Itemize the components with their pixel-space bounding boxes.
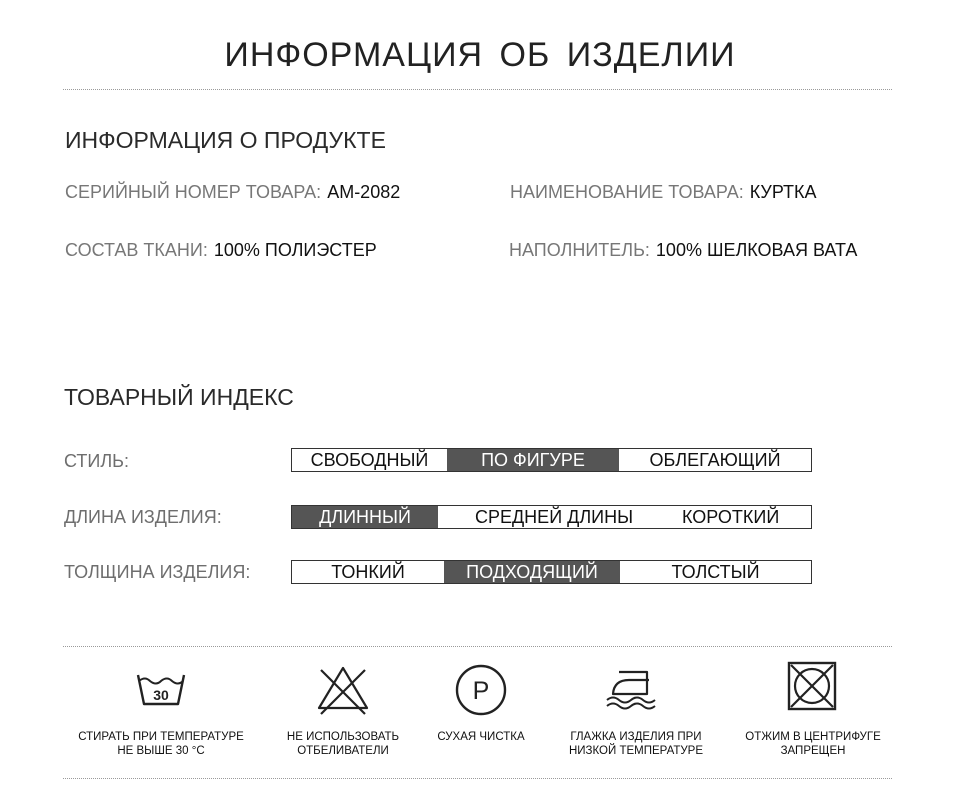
product-info-heading: ИНФОРМАЦИЯ О ПРОДУКТЕ <box>65 127 386 153</box>
dry-clean-letter: P <box>472 677 490 705</box>
care-top-divider <box>63 646 892 647</box>
fabric-label: СОСТАВ ТКАНИ: <box>65 240 208 260</box>
style-scale <box>291 448 812 472</box>
title-divider <box>63 89 892 90</box>
length-option: ДЛИННЫЙ <box>292 506 438 528</box>
care-caption-dry-clean: СУХАЯ ЧИСТКА <box>437 731 525 743</box>
filler-label: НАПОЛНИТЕЛЬ: <box>509 240 650 260</box>
thickness-option: ПОДХОДЯЩИЙ <box>444 561 620 583</box>
wash-30-icon <box>131 660 191 720</box>
care-caption-iron: ГЛАЖКА ИЗДЕЛИЯ ПРИ НИЗКОЙ ТЕМПЕРАТУРЕ <box>568 731 704 757</box>
style-option: СВОБОДНЫЙ <box>310 449 429 470</box>
length-option: КОРОТКИЙ <box>682 506 780 527</box>
no-bleach-icon <box>313 660 373 720</box>
wash-temperature: 30 <box>153 687 169 703</box>
no-tumble-dry-icon <box>782 656 842 716</box>
fabric-value: 100% ПОЛИЭСТЕР <box>213 240 377 260</box>
page-title: ИНФОРМАЦИЯ ОБ ИЗДЕЛИИ <box>224 36 736 74</box>
product-name-value: КУРТКА <box>749 182 817 202</box>
product-name-label: НАИМЕНОВАНИЕ ТОВАРА: <box>510 182 744 202</box>
care-bottom-divider <box>63 778 892 779</box>
thickness-option: ТОНКИЙ <box>331 561 405 582</box>
thickness-label: ТОЛЩИНА ИЗДЕЛИЯ: <box>64 562 251 582</box>
care-caption-spin: ОТЖИМ В ЦЕНТРИФУГЕ ЗАПРЕЩЕН <box>745 731 881 757</box>
style-label: СТИЛЬ: <box>64 451 129 471</box>
thickness-scale <box>291 560 812 584</box>
fabric-row <box>65 240 377 261</box>
serial-number-value: AM-2082 <box>327 182 401 202</box>
length-label: ДЛИНА ИЗДЕЛИЯ: <box>64 507 222 527</box>
filler-value: 100% ШЕЛКОВАЯ ВАТА <box>655 240 858 260</box>
serial-number-label: СЕРИЙНЫЙ НОМЕР ТОВАРА: <box>65 182 322 202</box>
dry-clean-icon <box>451 660 511 720</box>
filler-row <box>509 240 857 261</box>
length-option: СРЕДНЕЙ ДЛИНЫ <box>474 506 634 527</box>
iron-low-icon <box>603 660 663 720</box>
product-index-heading: ТОВАРНЫЙ ИНДЕКС <box>64 384 294 410</box>
care-caption-wash: СТИРАТЬ ПРИ ТЕМПЕРАТУРЕ НЕ ВЫШЕ 30 °C <box>78 731 244 757</box>
product-name-row <box>510 182 817 203</box>
serial-number-row <box>65 182 400 203</box>
length-scale <box>291 505 812 529</box>
style-option: ОБЛЕГАЮЩИЙ <box>649 449 781 470</box>
style-option: ПО ФИГУРЕ <box>447 449 619 471</box>
thickness-option: ТОЛСТЫЙ <box>671 561 760 582</box>
care-caption-bleach: НЕ ИСПОЛЬЗОВАТЬ ОТБЕЛИВАТЕЛИ <box>286 731 400 757</box>
